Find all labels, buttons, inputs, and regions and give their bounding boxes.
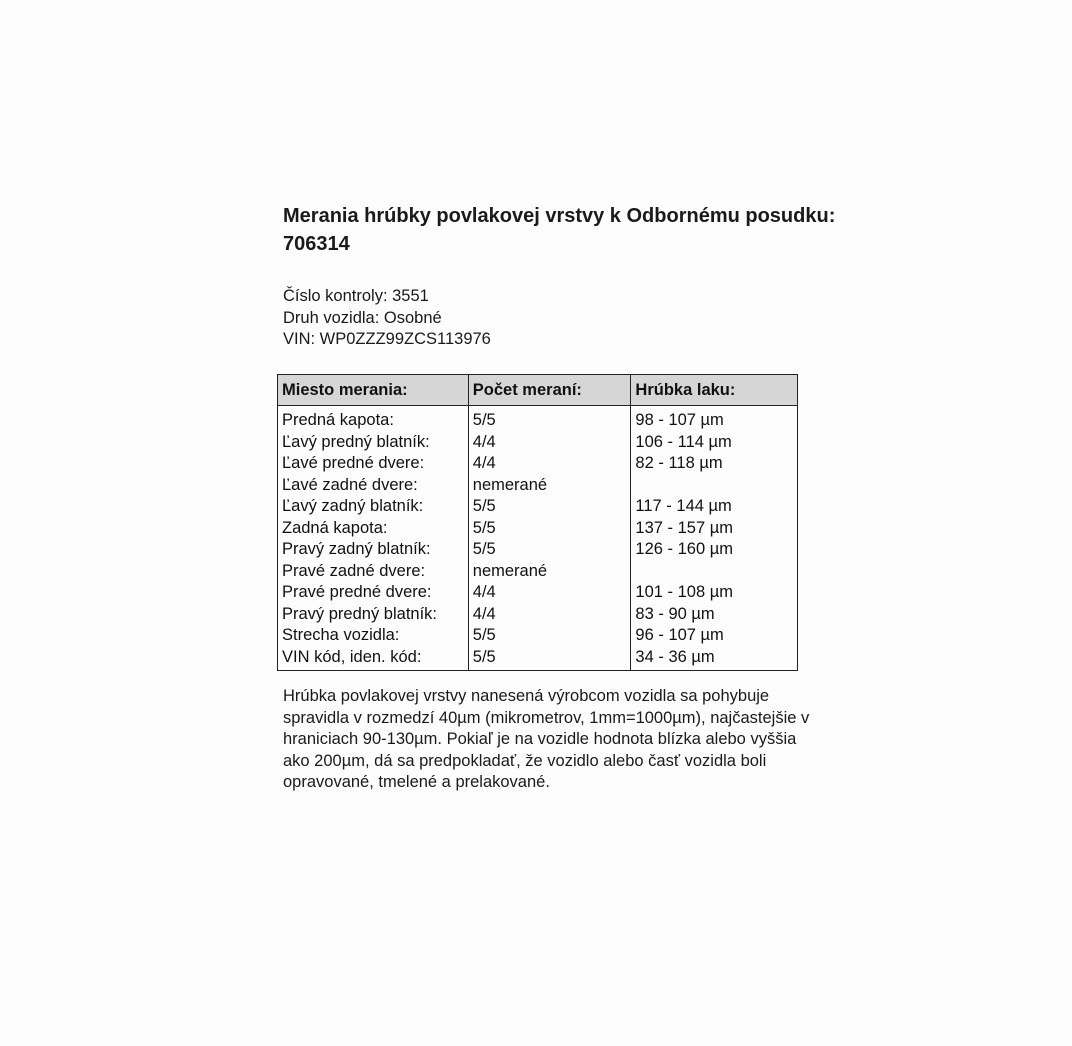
cell-count: 5/5 xyxy=(468,539,631,561)
header-thickness: Hrúbka laku: xyxy=(631,375,798,406)
cell-thickness: 98 - 107 µm xyxy=(635,411,724,429)
cell-thickness: 117 - 144 µm xyxy=(635,497,732,515)
cell-count: 4/4 xyxy=(468,453,631,475)
cell-thickness: 137 - 157 µm xyxy=(635,518,733,537)
cell-location: Pravé zadné dvere: xyxy=(278,561,469,583)
vin-number: VIN: WP0ZZZ99ZCS113976 xyxy=(283,330,491,348)
cell-thickness: 106 - 114 µm xyxy=(635,432,732,451)
cell-thickness: 83 - 90 µm xyxy=(635,604,715,623)
table-row xyxy=(278,432,798,454)
cell-location: Ľavý zadný blatník: xyxy=(278,496,469,518)
explanatory-note: Hrúbka povlakovej vrstvy nanesená výrobcom vozidla sa pohybuje spravidla v rozmedzí 40µm (mikrometrov, 1mm=1000µm), najčastejšie v hraniciach 90-130µm. Pokiaľ je na vozidle hodnota blízka alebo vyššia ako 200µm, dá sa predpokladať, že vozidlo alebo časť vozidla boli opravované, tmelené a prelakované. xyxy=(283,687,810,791)
cell-count: 4/4 xyxy=(468,432,631,454)
table-row xyxy=(278,406,798,432)
cell-thickness: 126 - 160 µm xyxy=(635,540,733,558)
table-row xyxy=(278,453,798,475)
cell-location: Zadná kapota: xyxy=(278,518,469,540)
cell-location: Pravý predný blatník: xyxy=(278,604,469,626)
cell-count: 4/4 xyxy=(468,604,631,626)
cell-thickness: 101 - 108 µm xyxy=(635,583,733,601)
cell-location: Strecha vozidla: xyxy=(278,625,469,647)
control-number: Číslo kontroly: 3551 xyxy=(283,287,429,305)
cell-count: 5/5 xyxy=(468,625,631,647)
cell-count: 5/5 xyxy=(468,496,631,518)
cell-location: Predná kapota: xyxy=(278,406,469,432)
measurement-table xyxy=(277,374,798,671)
table-row xyxy=(278,582,798,604)
vehicle-type: Druh vozidla: Osobné xyxy=(283,308,442,327)
cell-thickness: 82 - 118 µm xyxy=(635,454,723,472)
cell-location: VIN kód, iden. kód: xyxy=(278,647,469,671)
cell-location: Ľavý predný blatník: xyxy=(278,432,469,454)
header-count: Počet meraní: xyxy=(468,375,631,406)
cell-thickness: 34 - 36 µm xyxy=(635,647,715,666)
table-row xyxy=(278,625,798,647)
cell-location: Ľavé predné dvere: xyxy=(278,453,469,475)
table-row xyxy=(278,518,798,540)
cell-location: Pravé predné dvere: xyxy=(278,582,469,604)
document-title: Merania hrúbky povlakovej vrstvy k Odbornému posudku: 706314 xyxy=(283,205,836,255)
cell-count: nemerané xyxy=(468,475,631,497)
table-row xyxy=(278,604,798,626)
cell-count: 5/5 xyxy=(468,647,631,671)
table-row xyxy=(278,561,798,583)
cell-count: 4/4 xyxy=(468,582,631,604)
cell-thickness xyxy=(631,475,798,497)
cell-count: 5/5 xyxy=(468,406,631,432)
table-row xyxy=(278,539,798,561)
table-row xyxy=(278,496,798,518)
cell-count: 5/5 xyxy=(468,518,631,540)
cell-count: nemerané xyxy=(468,561,631,583)
cell-thickness: 96 - 107 µm xyxy=(635,626,724,644)
cell-location: Pravý zadný blatník: xyxy=(278,539,469,561)
table-header-row xyxy=(278,375,798,406)
cell-thickness xyxy=(631,561,798,583)
table-body xyxy=(278,406,798,671)
header-location: Miesto merania: xyxy=(278,375,469,406)
table-row xyxy=(278,647,798,671)
document-meta xyxy=(283,286,491,351)
cell-location: Ľavé zadné dvere: xyxy=(278,475,469,497)
table-row xyxy=(278,475,798,497)
